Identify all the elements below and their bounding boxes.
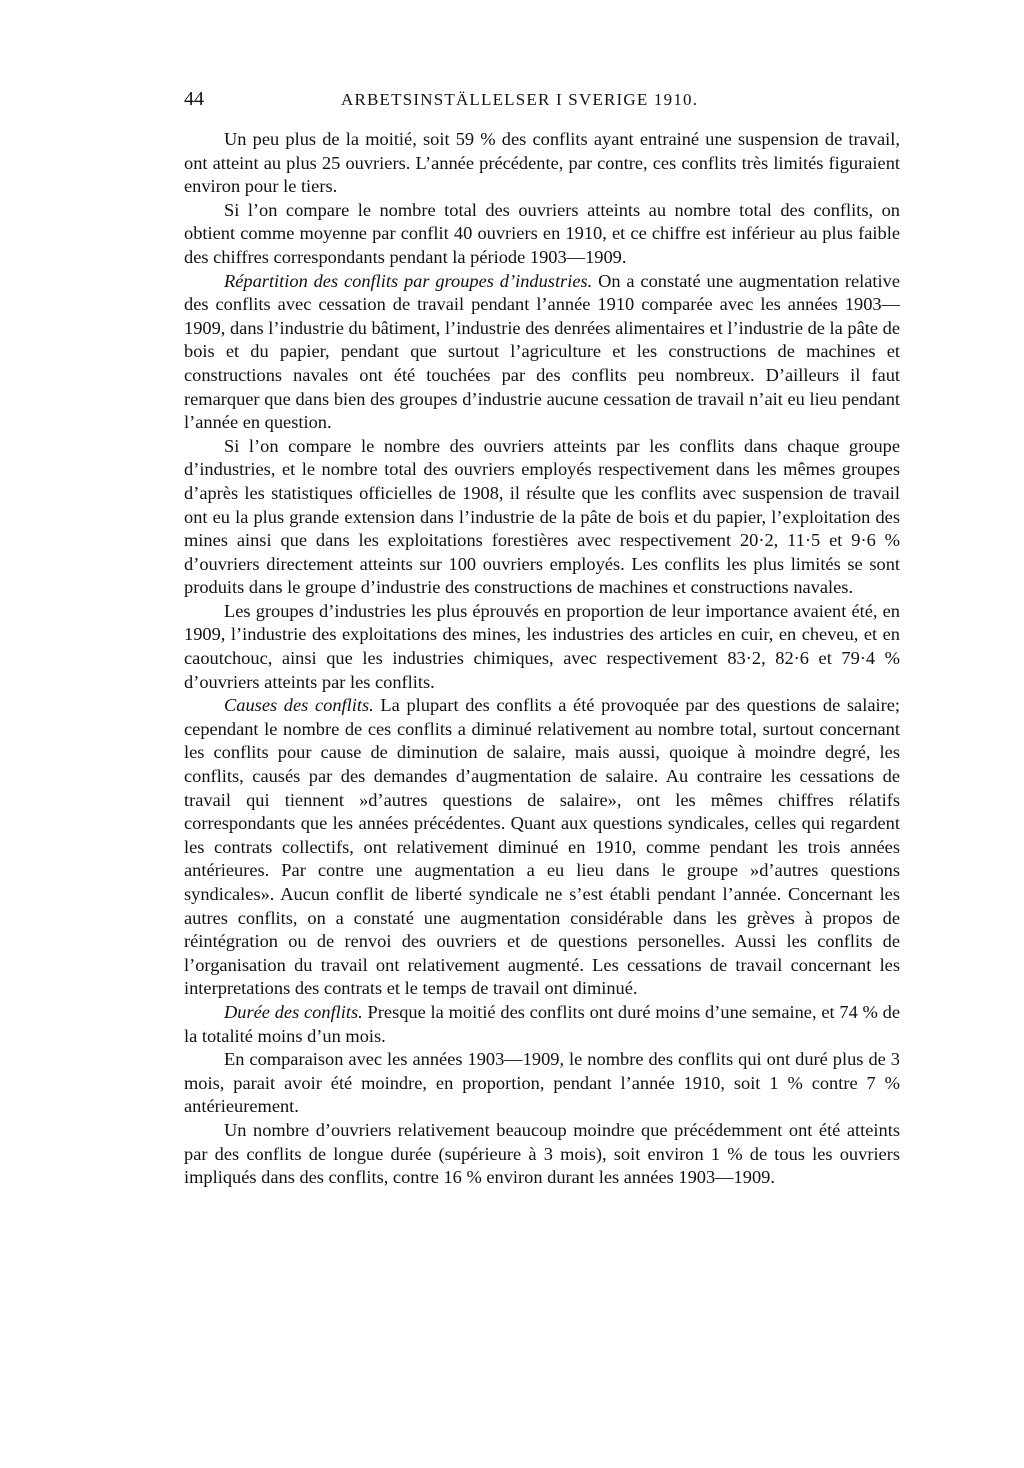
paragraph [184, 600, 900, 694]
page-header [184, 88, 904, 114]
paragraph-text: Un nombre d’ouvriers relativement beaucoup moindre que précédemment ont été atteints par des conflits de longue durée (supérieure à 3 mois), soit environ 1 % de tous les ouvriers impliqués dans des conflits, contre 16 % environ durant les années 1903—1909. [184, 1119, 900, 1188]
paragraph-text: Si l’on compare le nombre total des ouvriers atteints au nombre total des conflits, on obtient comme moyenne par conflit 40 ouvriers en 1910, et ce chiffre est inférieur au plus faible des chiffres correspondants pendant la période 1903—1909. [184, 199, 900, 267]
paragraph [184, 128, 900, 199]
page-number: 44 [184, 88, 204, 110]
paragraph-text: En comparaison avec les années 1903—1909, le nombre des conflits qui ont duré plus de 3 mois, parait avoir été moindre, en proportion, pendant l’année 1910, soit 1 % contre 7 % antérieurement. [184, 1049, 900, 1117]
paragraph [184, 199, 900, 270]
paragraph-text: On a constaté une augmentation relative des conflits avec cessation de travail pendant l’année 1910 comparée avec les années 1903—1909, dans l’industrie du bâtiment, l’industrie des denrées alimentaires et l’industrie de la pâte de bois et du papier, pendant que surtout l’agriculture et les constructions de machines et constructions navales ont été touchées par des conflits peu nombreux. D’ailleurs il faut remarquer que dans bien des groupes d’industrie aucune cessation de travail n’ait eu lieu pendant l’année en question. [184, 270, 901, 433]
paragraph-text: Si l’on compare le nombre des ouvriers atteints par les conflits dans chaque groupe d’industries, et le nombre total des ouvriers employés respectivement dans les mêmes groupes d’après les statistiques officielles de 1908, il résulte que les conflits avec suspension de travail ont eu la plus grande extension dans l’industrie de la pâte de bois et du papier, l’exploitation des mines ainsi que dans les exploitations forestières avec respectivement 20·2, 11·5 et 9·6 % d’ouvriers directement atteints sur 100 ouvriers employés. Les conflits les plus limités se sont produits dans le groupe d’industrie des constructions de machines et constructions navales. [184, 435, 900, 598]
body-text [184, 128, 900, 1190]
section-heading: Répartition des conflits par groupes d’industries. [224, 270, 593, 291]
paragraph [184, 1119, 900, 1190]
paragraph [184, 1048, 900, 1119]
paragraph [184, 1001, 900, 1048]
paragraph [184, 270, 900, 435]
paragraph-text: Un peu plus de la moitié, soit 59 % des conflits ayant entrainé une suspension de travail, ont atteint au plus 25 ouvriers. L’année précédente, par contre, ces conflits très limités figuraient environ pour le tiers. [184, 129, 900, 197]
paragraph-text: Presque la moitié des conflits ont duré moins d’une semaine, et 74 % de la totalité moins d’un mois. [184, 1001, 900, 1046]
paragraph [184, 435, 900, 600]
section-heading: Durée des conflits. [224, 1001, 363, 1022]
section-heading: Causes des conflits. [224, 695, 374, 716]
running-title: ARBETSINSTÄLLELSER I SVERIGE 1910. [341, 90, 699, 109]
paragraph-text: La plupart des conflits a été provoquée par des questions de salaire; cependant le nombre de ces conflits a diminué relativement au nombre total, surtout concernant les conflits pour cause de diminution de salaire, mais aussi, quoique à moindre degré, les conflits, causés par des demandes d’augmentation de salaire. Au contraire les cessations de travail qui tiennent »d’autres questions de salaire», ont les mêmes chiffres rélatifs correspondants que les années précédentes. Quant aux questions syndicales, celles qui regardent les contrats collectifs, ont relativement diminué en 1910, comme pendant les trois années antérieures. Par contre une augmentation a eu lieu dans le groupe »d’autres questions syndicales». Aucun conflit de liberté syndicale ne s’est établi pendant l’année. Concernant les autres conflits, on a constaté une augmentation considérable dans les grèves à propos de réintégration ou de renvoi des ouvriers et de questions personelles. Aussi les conflits de l’organisation du travail ont relativement augmenté. Les cessations de travail concernant les interpretations des contrats et le temps de travail ont diminué. [184, 695, 900, 999]
paragraph-text: Les groupes d’industries les plus éprouvés en proportion de leur importance avaient été, en 1909, l’industrie des exploitations des mines, les industries des articles en cuir, en cheveu, et en caoutchouc, ainsi que les industries chimiques, avec respectivement 83·2, 82·6 et 79·4 % d’ouvriers atteints par les conflits. [184, 600, 900, 692]
paragraph [184, 694, 900, 1001]
